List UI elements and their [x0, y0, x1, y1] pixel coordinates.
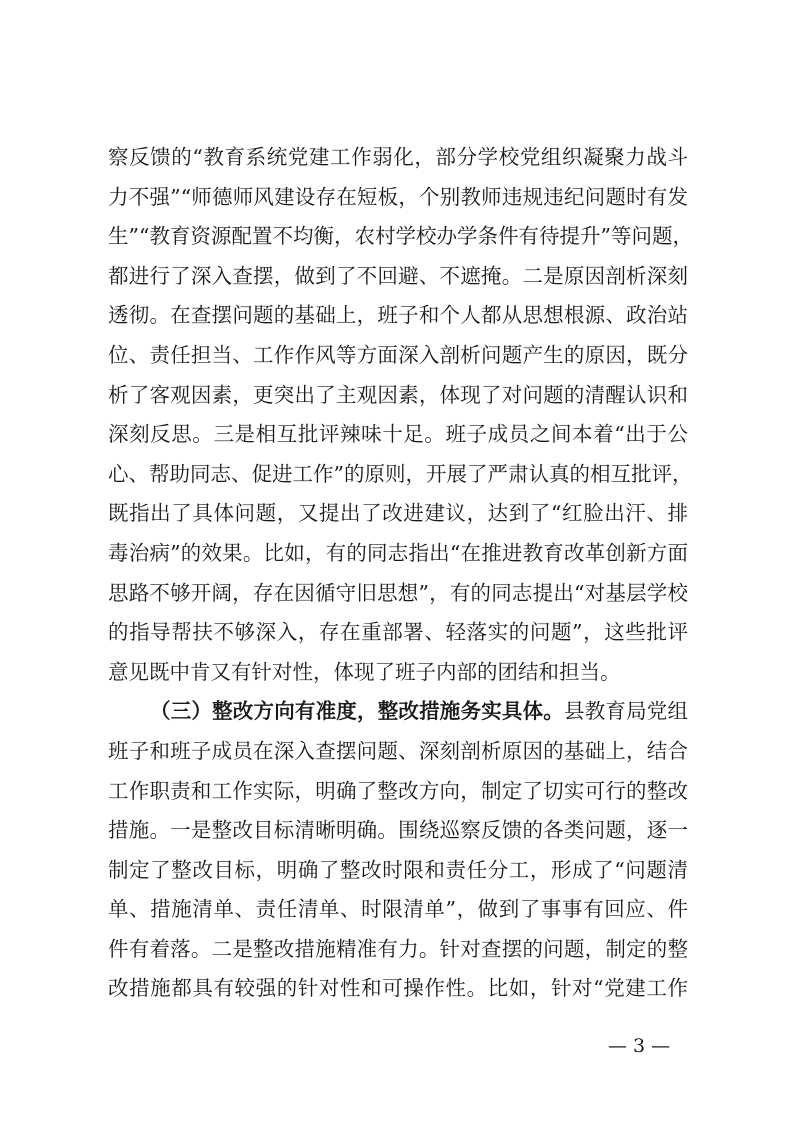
- page-number: — 3 —: [608, 1035, 671, 1057]
- paragraph-line: 心、帮助同志、促进工作”的原则，开展了严肃认真的相互批评，: [108, 461, 693, 486]
- paragraph-line: 既指出了具体问题，又提出了改进建议，达到了“红脸出汗、排: [108, 501, 688, 526]
- paragraph-line: 生”“教育资源配置不均衡，农村学校办学条件有待提升”等问题，: [108, 224, 693, 249]
- paragraph-line: 措施。一是整改目标清晰明确。围绕巡察反馈的各类问题，逐一: [108, 818, 688, 843]
- section-heading: （三）整改方向有准度，整改措施务实具体。: [150, 699, 564, 724]
- paragraph-line: 透彻。在查摆问题的基础上，班子和个人都从思想根源、政治站: [108, 303, 688, 328]
- paragraph-line: 件有着落。二是整改措施精准有力。针对查摆的问题，制定的整: [108, 936, 688, 961]
- section-heading-line: [108, 692, 688, 732]
- paragraph-line: 单、措施清单、责任清单、时限清单”，做到了事事有回应、件: [108, 897, 688, 922]
- paragraph-line: 析了客观因素，更突出了主观因素，体现了对问题的清醒认识和: [108, 382, 688, 407]
- section-heading-continuation: 县教育局党组: [564, 699, 688, 724]
- paragraph-line: 的指导帮扶不够深入，存在重部署、轻落实的问题”，这些批评: [108, 620, 688, 645]
- paragraph-line: 察反馈的“教育系统党建工作弱化，部分学校党组织凝聚力战斗: [108, 145, 688, 169]
- paragraph-line: 班子和班子成员在深入查摆问题、深刻剖析原因的基础上，结合: [108, 738, 688, 763]
- paragraph-line: 力不强”“师德师风建设存在短板，个别教师违规违纪问题时有发: [108, 184, 688, 209]
- paragraph-line: 改措施都具有较强的针对性和可操作性。比如，针对“党建工作: [108, 976, 688, 1001]
- paragraph-line: 意见既中肯又有针对性，体现了班子内部的团结和担当。: [108, 659, 621, 684]
- paragraph-line: 制定了整改目标，明确了整改时限和责任分工，形成了“问题清: [108, 857, 688, 882]
- paragraph-line: 毒治病”的效果。比如，有的同志指出“在推进教育改革创新方面: [108, 540, 688, 565]
- paragraph-line: 深刻反思。三是相互批评辣味十足。班子成员之间本着“出于公: [108, 422, 688, 447]
- paragraph-line: 位、责任担当、工作作风等方面深入剖析问题产生的原因，既分: [108, 342, 688, 367]
- paragraph-line: 都进行了深入查摆，做到了不回避、不遮掩。二是原因剖析深刻: [108, 263, 688, 288]
- paragraph-line: 思路不够开阔，存在因循守旧思想”，有的同志提出“对基层学校: [108, 580, 688, 605]
- body-text: [108, 138, 693, 1009]
- paragraph-line: 工作职责和工作实际，明确了整改方向，制定了切实可行的整改: [108, 778, 688, 803]
